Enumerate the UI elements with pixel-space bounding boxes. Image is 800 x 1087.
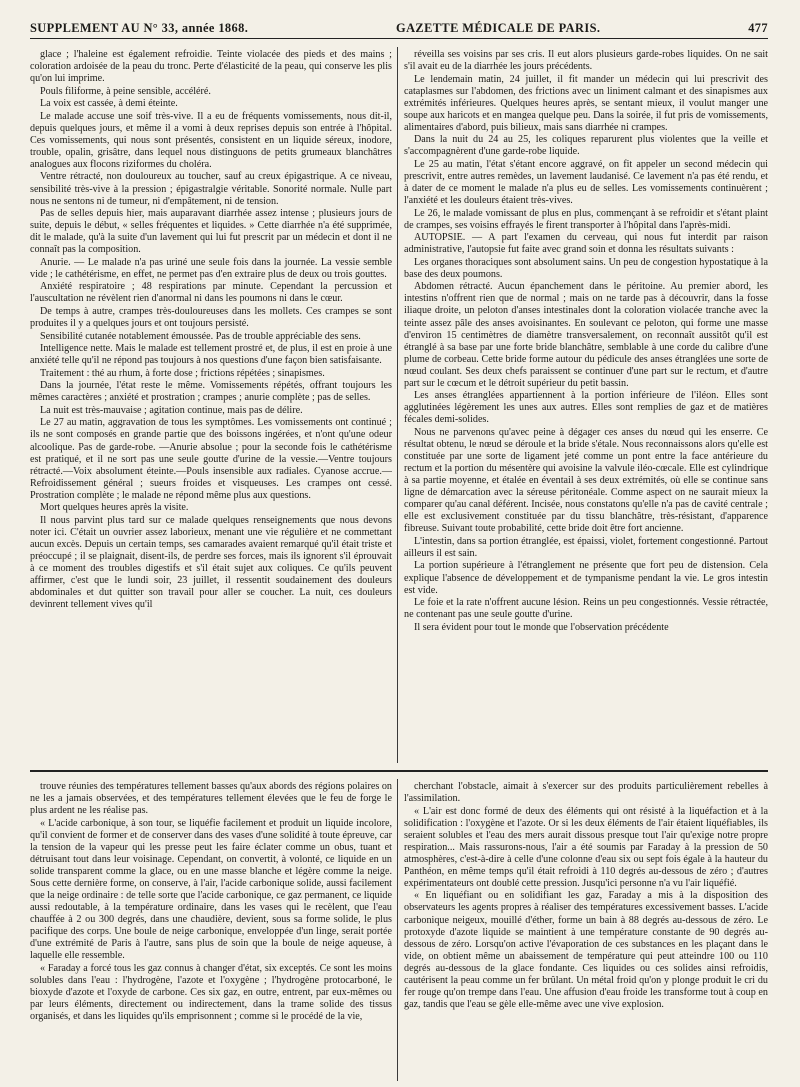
paragraph: Anurie. — Le malade n'a pas uriné une seule fois dans la journée. La vessie semble vide ; le cathétérisme, en effet, ne permet pas d'en extraire plus de deux ou trois gouttes. [30, 256, 392, 280]
paragraph: Les organes thoraciques sont absolument sains. Un peu de congestion hypostatique à la base des deux poumons. [404, 256, 768, 280]
header-supplement: SUPPLEMENT AU N° 33, année 1868. [30, 21, 249, 35]
paragraph: Dans la nuit du 24 au 25, les coliques reparurent plus violentes que la veille et s'accompagnèrent d'une garde-robe liquide. [404, 134, 768, 158]
running-header [30, 14, 768, 36]
paragraph: Pas de selles depuis hier, mais auparavant diarrhée assez intense ; plusieurs jours de suite, depuis le début, « selles fréquentes et liquides. » Cette diarrhée n'a été supprimée, dit le malade, qu'à la suite d'un lavement qui lui fut prescrit par un médecin et dont il ne connaît pas la composition. [30, 208, 392, 256]
paragraph: Pouls filiforme, à peine sensible, accéléré. [40, 85, 211, 97]
paragraph: La portion supérieure à l'étranglement ne présente que fort peu de distension. Cela explique l'absence de développement et de tympanisme pendant la vie. Le gros intestin est vide. [404, 560, 768, 596]
paragraph: Le 27 au matin, aggravation de tous les symptômes. Les vomissements ont continué ; ils ne sont composés en grande partie que des boissons ingérées, et n'ont qu'une odeur alcoolique. Pas de garde-robe. —Anurie absolue ; pour la seconde fois le cathétérisme est pratiqué, et il ne sort pas une seule goutte d'urine de la vessie.—Ventre toujours rétracté.—Voix absolument éteinte.—Pouls insensible aux radiales. Cyanose accrue.—Refroidissement général ; sueurs froides et visqueuses. Les crampes ont cessé. Prostration complète ; le malade ne répond même plus aux questions. [30, 417, 392, 501]
paragraph: trouve réunies des températures tellement basses qu'aux abords des régions polaires on ne les a jamais observées, et des températures tellement élevées que le feu de forge le plus ardent ne les réalise pas. [30, 781, 392, 817]
paragraph: « Faraday a forcé tous les gaz connus à changer d'état, six exceptés. Ce sont les moins solubles dans l'eau : l'hydrogène, l'azote et l'oxygène ; l'hydrogène protocarboné, le bioxyde d'azote et l'oxyde de carbone. Ces six gaz, en outre, entrent, par eux-mêmes ou par leurs éléments, directement ou indirectement, dans la trame solide des tissus organisés, et dans les liquides qu'ils emprisonnent ; comme si le procédé de la vie, [30, 962, 392, 1022]
paragraph: « L'acide carbonique, à son tour, se liquéfie facilement et produit un liquide incolore, qu'il convient de former et de conserver dans des vases d'une solidité à toute épreuve, car la tension de la vapeur qui les presse peut les faire éclater comme un obus, tuant et détruisant tout dans leur voisinage. Cependant, on convertit, à volonté, ce liquide en un solide transparent comme la glace, ou en une masse blanche et légère comme la neige. Sous cette dernière forme, on conserve, à l'air, l'acide carbonique solide, aussi facilement que la neige ordinaire : de telle sorte que l'acide carbonique, ce gaz permanent, ce liquide aussi redoutable, à la température ordinaire, dans les vases qui le recèlent, que l'eau chauffée à 2 ou 300 degrés, dans une chaudière, devient, sous sa forme solide, le plus pacifique des corps. Une boule de neige carbonique, enveloppée d'un linge, serait portée d'une extrémité de Paris à l'autre, sans plus de soin que la boule de neige aqueuse, à laquelle elle ressemble. [30, 817, 392, 962]
autopsy-paragraph: AUTOPSIE. — A part l'examen du cerveau, qui nous fut interdit par raison administrative, l'autopsie fut faite avec grand soin et donna les résultats suivants : [404, 232, 768, 256]
paragraph: Les anses étranglées appartiennent à la portion inférieure de l'iléon. Elles sont agglutinées légèrement les unes aux autres. Elles sont remplies de gaz et de matières fécales demi-solides. [404, 390, 768, 426]
header-journal-title: GAZETTE MÉDICALE DE PARIS. [396, 21, 601, 35]
column-upper-left [30, 49, 392, 765]
paragraph: cherchant l'obstacle, aimait à s'exercer sur des produits particulièrement rebelles à l'assimilation. [404, 781, 768, 805]
paragraph: Dans la journée, l'état reste le même. Vomissements répétés, offrant toujours les mêmes caractères ; anxiété et prostration ; crampes ; anurie complète ; pas de selles. [30, 380, 392, 404]
paragraph: Le 25 au matin, l'état s'étant encore aggravé, on fit appeler un second médecin qui prescrivit, entre autres remèdes, un lavement laudanisé. Ce lavement n'a pas été rendu, et à dater de ce moment le malade n'a plus eu de selles. Les vomissements continuèrent ; l'anxiété et les douleurs étaient très-vives. [404, 158, 768, 207]
paragraph: Le foie et la rate n'offrent aucune lésion. Reins un peu congestionnés. Vessie rétractée, ne contenant pas une seule goutte d'urine. [404, 597, 768, 621]
paragraph: Sensibilité cutanée notablement émoussée. Pas de trouble appréciable des sens. [40, 330, 361, 342]
feuilleton-rule [30, 770, 768, 772]
column-upper-right [404, 49, 768, 765]
column-lower-right [404, 781, 768, 1081]
header-rule [30, 38, 768, 39]
paragraph: « L'air est donc formé de deux des éléments qui ont résisté à la liquéfaction et à la solidification : l'oxygène et l'azote. Or si les deux éléments de l'air étaient liquéfiables, ils seraient solubles et l'eau des mers aurait dissous presque tout l'air qu'exige notre propre respiration... Mais rassurons-nous, l'air a été soumis par Faraday à la pression de 50 atmosphères, c'est-à-dire à celle d'une colonne d'eau six ou sept fois égale à la hauteur du Panthéon, en même temps qu'il était refroidi à 110 degrés au-dessous de zéro ; d'autres expérimentateurs ont doublé cette pression. Jusqu'ici personne n'a vu l'air liquéfié. [404, 805, 768, 889]
paragraph: La voix est cassée, à demi éteinte. [40, 98, 178, 110]
paragraph: Traitement : thé au rhum, à forte dose ; frictions répétées ; sinapismes. [40, 367, 325, 379]
paragraph: Abdomen rétracté. Aucun épanchement dans le péritoine. Au premier abord, les intestins n'offrent rien que de normal ; mais on ne tarde pas à découvrir, dans la fosse iliaque droite, un peloton d'anses intestinales dont la coloration violacée tranche avec la teinte assez pâle des anses avoisinantes. En soulevant ce peloton, qui forme une masse d'environ 15 centimètres de diamètre transversalement, on reconnaît aussitôt qu'il est étranglé à sa base par une forte bride blanchâtre, semblable à une corde du calibre d'une plume de corbeau. Cette bride forme autour du pédicule des anses étranglées une sorte de nœud coulant. Ses deux chefs paraissent se continuer d'une part sur le rectum, et d'autre part sur le cœcum et le détroit supérieur du petit bassin. [404, 281, 768, 389]
paragraph: Ventre rétracté, non douloureux au toucher, sauf au creux épigastrique. A ce niveau, sensibilité très-vive à la pression ; épigastralgie véritable. Sonorité normale. Nulle part nous ne sentons ni de tumeur, ni d'empâtement, ni de tension. [30, 171, 392, 207]
paragraph: Il nous parvint plus tard sur ce malade quelques renseignements que nous devons noter ici. C'était un ouvrier assez laborieux, menant une vie régulière et ne commettant aucun excès. Depuis un certain temps, ses camarades avaient remarqué qu'il était triste et préoccupé ; il se plaignait, disent-ils, de perdre ses forces, mais ils ignorent s'il éprouvait à ce moment des troubles digestifs et s'il était sujet aux coliques. Ce qu'ils peuvent affirmer, c'est que le lundi soir, 23 juillet, il ressentit soudainement des douleurs abdominales et dut quitter son travail pour aller se coucher. La nuit, ces douleurs devinrent tellement vives qu'il [30, 514, 392, 611]
page-number: 477 [748, 21, 768, 35]
paragraph: Il sera évident pour tout le monde que l'observation précédente [414, 621, 669, 633]
paragraph: Le lendemain matin, 24 juillet, il fit mander un médecin qui lui prescrivit des cataplasmes sur l'abdomen, des frictions avec un liniment calmant et des sinapismes aux extrémités inférieures. Quelques heures après, se sentant mieux, il voulut manger une soupe aux haricots et en mangea quelque peu. Dans la soirée, il fut pris de vomissements, alimentaires d'abord, puis bilieux, mais sans diarrhée ni crampes. [404, 73, 768, 133]
column-lower-left [30, 781, 392, 1081]
paragraph: réveilla ses voisins par ses cris. Il eut alors plusieurs garde-robes liquides. On ne sait s'il avait eu de la diarrhée les jours précédents. [404, 49, 768, 73]
paragraph: La nuit est très-mauvaise ; agitation continue, mais pas de délire. [40, 404, 303, 416]
column-divider [397, 779, 398, 1081]
paragraph: « En liquéfiant ou en solidifiant les gaz, Faraday a mis à la disposition des observateurs les agents propres à réaliser des températures excessivement basses. L'acide carbonique neigeux, mouillé d'éther, forme un bain à 88 degrés au-dessous de zéro. Le protoxyde d'azote liquide se maintient à une température constante de 90 degrés au-dessous de zéro. Lorsqu'on active l'évaporation de ces substances en les plaçant dans le vide, on obtient même un abaissement de température qui peut atteindre 100 ou 110 degrés au-dessous de la glace fondante. Ces liquides ou ces solides ainsi refroidis, cautérisent la peau comme un fer brûlant. Un métal froid qu'on y plonge produit le cri du fer rouge qu'on trempe dans l'eau. Une affusion d'eau froide les transforme tout à coup en gaz, tandis que l'eau se gèle elle-même avec une vive explosion. [404, 890, 768, 1010]
paragraph: Le 26, le malade vomissant de plus en plus, commençant à se refroidir et s'étant plaint de crampes, ses voisins effrayés le firent transporter à l'hôpital dans l'après-midi. [404, 207, 768, 231]
paragraph: Intelligence nette. Mais le malade est tellement prostré et, de plus, il est en proie à une anxiété telle qu'il ne répond pas toujours à nos questions d'une façon bien satisfaisante. [30, 343, 392, 367]
paragraph: Nous ne parvenons qu'avec peine à dégager ces anses du nœud qui les enserre. Ce résultat obtenu, le nœud se déroule et la bride s'étale. Nous reconnaissons alors qu'elle est constituée par une sorte de ligament jeté comme un pont entre la face antérieure du rectum et la portion du mésentère qui avoisine la valvule iléo-cœcale. Elle est cylindrique à sa partie moyenne, et étalée en éventail à ses deux extrémités, où elle se continue sans ligne de démarcation avec la séreuse péritonéale. Comme aspect on ne saurait mieux la comparer qu'au canal déférent. Incisée, nous constatons qu'elle n'a pas de cavité centrale ; elle est exclusivement constituée par du tissu blanchâtre, très-résistant, d'apparence fibreuse. Suivant toute probabilité, cette bride doit être fort ancienne. [404, 426, 768, 535]
paragraph: glace ; l'haleine est également refroidie. Teinte violacée des pieds et des mains ; coloration ardoisée de la peau du tronc. Perte d'élasticité de la peau, qui conserve les plis qu'on lui imprime. [30, 49, 392, 85]
paragraph: Mort quelques heures après la visite. [40, 502, 189, 514]
paragraph: Anxiété respiratoire ; 48 respirations par minute. Cependant la percussion et l'auscultation ne révèlent rien d'anormal ni dans les poumons ni dans le cœur. [30, 281, 392, 305]
paragraph: Le malade accuse une soif très-vive. Il a eu de fréquents vomissements, nous dit-il, depuis quelques jours, et même il a vomi à deux reprises depuis son entrée à l'hôpital. Ces vomissements, qui nous sont présentés, consistent en un liquide séreux, inodore, trouble, opalin, grisâtre, dans lequel nous distinguons de petits grumeaux blanchâtres analogues aux flocons riziformes du choléra. [30, 110, 392, 170]
paragraph: L'intestin, dans sa portion étranglée, est épaissi, violet, fortement congestionné. Partout ailleurs il est sain. [404, 535, 768, 559]
paragraph: De temps à autre, crampes très-douloureuses dans les mollets. Ces crampes se sont produites il y a quelques jours et ont toujours persisté. [30, 305, 392, 330]
column-divider [397, 47, 398, 763]
